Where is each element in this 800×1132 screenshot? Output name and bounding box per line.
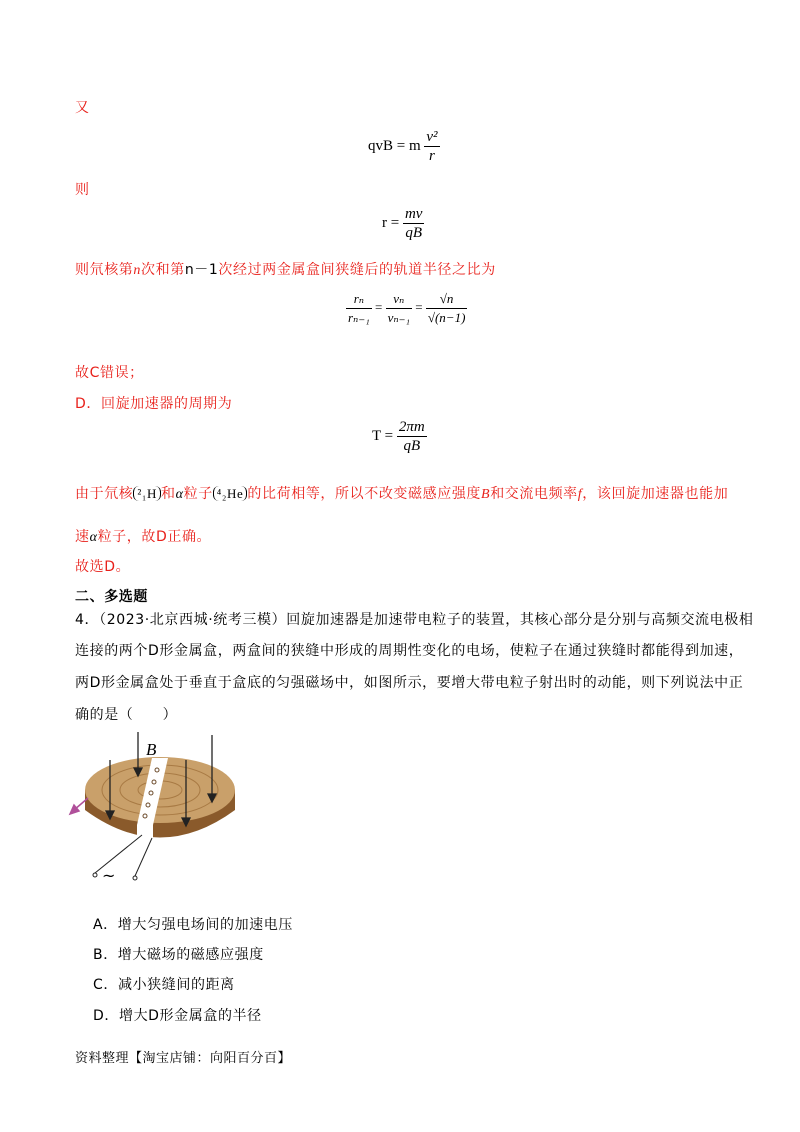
- question-source: （2023·北京西城·统考三模）: [99, 612, 287, 628]
- question-line-1: [75, 610, 753, 630]
- text-choose-d: 故选D。: [75, 559, 131, 575]
- fraction-denominator: √(n−1): [427, 310, 466, 325]
- option-a[interactable]: A．增大匀强电场间的加速电压: [93, 917, 293, 933]
- formula-fraction: [346, 290, 372, 327]
- text-segment: ，该回旋加速器也能加: [582, 486, 729, 502]
- math-alpha: α: [175, 487, 184, 502]
- math-n-minus-1: n－1: [184, 262, 219, 278]
- text-d-period: D．回旋加速器的周期为: [75, 396, 233, 412]
- text-d-reason-2: [75, 527, 211, 548]
- formula-lorentz-centripetal: [368, 128, 440, 165]
- cyclotron-figure: [60, 730, 260, 890]
- text-segment: 和交流电频率: [490, 486, 578, 502]
- text-ratio-intro: [75, 260, 496, 281]
- formula-fraction: [426, 290, 468, 327]
- particle-dot: [152, 780, 156, 784]
- nuclide-helium: ⁴₂He: [213, 486, 248, 501]
- formula-fraction: [403, 205, 425, 242]
- math-alpha: α: [89, 530, 98, 545]
- text-segment: 粒子，故D正确。: [97, 529, 212, 545]
- text-segment: 次经过两金属盒间狭缝后的轨道半径之比为: [218, 262, 496, 278]
- fraction-denominator: qB: [403, 438, 421, 454]
- option-c[interactable]: C．减小狭缝间的距离: [93, 977, 235, 993]
- formula-lhs: T =: [372, 427, 394, 444]
- math-f: f: [577, 487, 583, 502]
- formula-radius-ratio: $\frac{\text{rₙ}}{\text{rₙ₋₁}}$ = $\frac{\text{vₙ}}{\text{vₙ₋₁}}$ = $\frac{√n}{√(n-1)}$: [348, 291, 466, 325]
- gap-slit-side: [137, 825, 153, 842]
- nuclide-deuteron: ²₁H: [133, 486, 161, 501]
- formula-fraction: [424, 128, 439, 165]
- fraction-numerator: rₙ: [346, 290, 372, 309]
- text-ze: 则: [75, 182, 90, 198]
- fraction-denominator: qB: [405, 225, 423, 241]
- text-segment: 速: [75, 529, 90, 545]
- text-segment: 则氘核第: [75, 262, 134, 278]
- question-line-2: 连接的两个D形金属盒，两盒间的狭缝中形成的周期性变化的电场，使粒子在通过狭缝时都能得到加速，: [75, 643, 744, 659]
- formula-period: [372, 418, 427, 455]
- fraction-denominator: r: [429, 148, 435, 164]
- fraction-numerator: √n: [426, 290, 468, 309]
- footer-source: 资料整理【淘宝店铺：向阳百分百】: [75, 1051, 292, 1066]
- fraction-numerator: vₙ: [386, 290, 412, 309]
- fraction-numerator: 2πm: [398, 419, 425, 435]
- text-segment: 由于氘核: [75, 486, 134, 502]
- question-line-3: 两D形金属盒处于垂直于盒底的匀强磁场中，如图所示，要增大带电粒子射出时的动能，则下列说法中正: [75, 675, 744, 691]
- particle-dot: [155, 768, 159, 772]
- section-title: 二、多选题: [75, 589, 148, 605]
- text-segment: 粒子: [183, 486, 213, 502]
- formula-lhs: r =: [382, 214, 400, 231]
- particle-dot: [149, 791, 153, 795]
- math-n: n: [133, 263, 142, 278]
- question-line-4: 确的是（ ）: [75, 707, 178, 723]
- text-you: 又: [75, 100, 90, 116]
- fraction-numerator: v²: [426, 129, 438, 145]
- fraction-numerator: mv: [404, 206, 423, 222]
- fraction-denominator: rₙ₋₁: [348, 310, 370, 325]
- formula-lhs: qvB = m: [368, 137, 421, 154]
- particle-dot: [143, 814, 147, 818]
- text-segment: 回旋加速器是加速带电粒子的装置，其核心部分是分别与高频交流电极相: [286, 612, 754, 628]
- text-c-wrong: 故C错误；: [75, 365, 144, 381]
- text-d-reason-1: [75, 484, 728, 505]
- particle-dot: [146, 803, 150, 807]
- option-d[interactable]: D．增大D形金属盒的半径: [93, 1008, 262, 1024]
- text-segment: 和: [161, 486, 176, 502]
- question-number: 4．: [75, 612, 100, 628]
- formula-radius: [382, 205, 424, 242]
- b-field-label: B: [146, 740, 157, 759]
- option-b[interactable]: B．增大磁场的磁感应强度: [93, 947, 264, 963]
- math-B: B: [481, 487, 491, 502]
- ac-source-symbol: ~: [102, 866, 116, 885]
- fraction-denominator: vₙ₋₁: [387, 310, 410, 325]
- text-segment: 次和第: [141, 262, 185, 278]
- text-segment: 的比荷相等，所以不改变磁感应强度: [247, 486, 482, 502]
- formula-fraction: [397, 418, 427, 455]
- formula-fraction: [386, 290, 412, 327]
